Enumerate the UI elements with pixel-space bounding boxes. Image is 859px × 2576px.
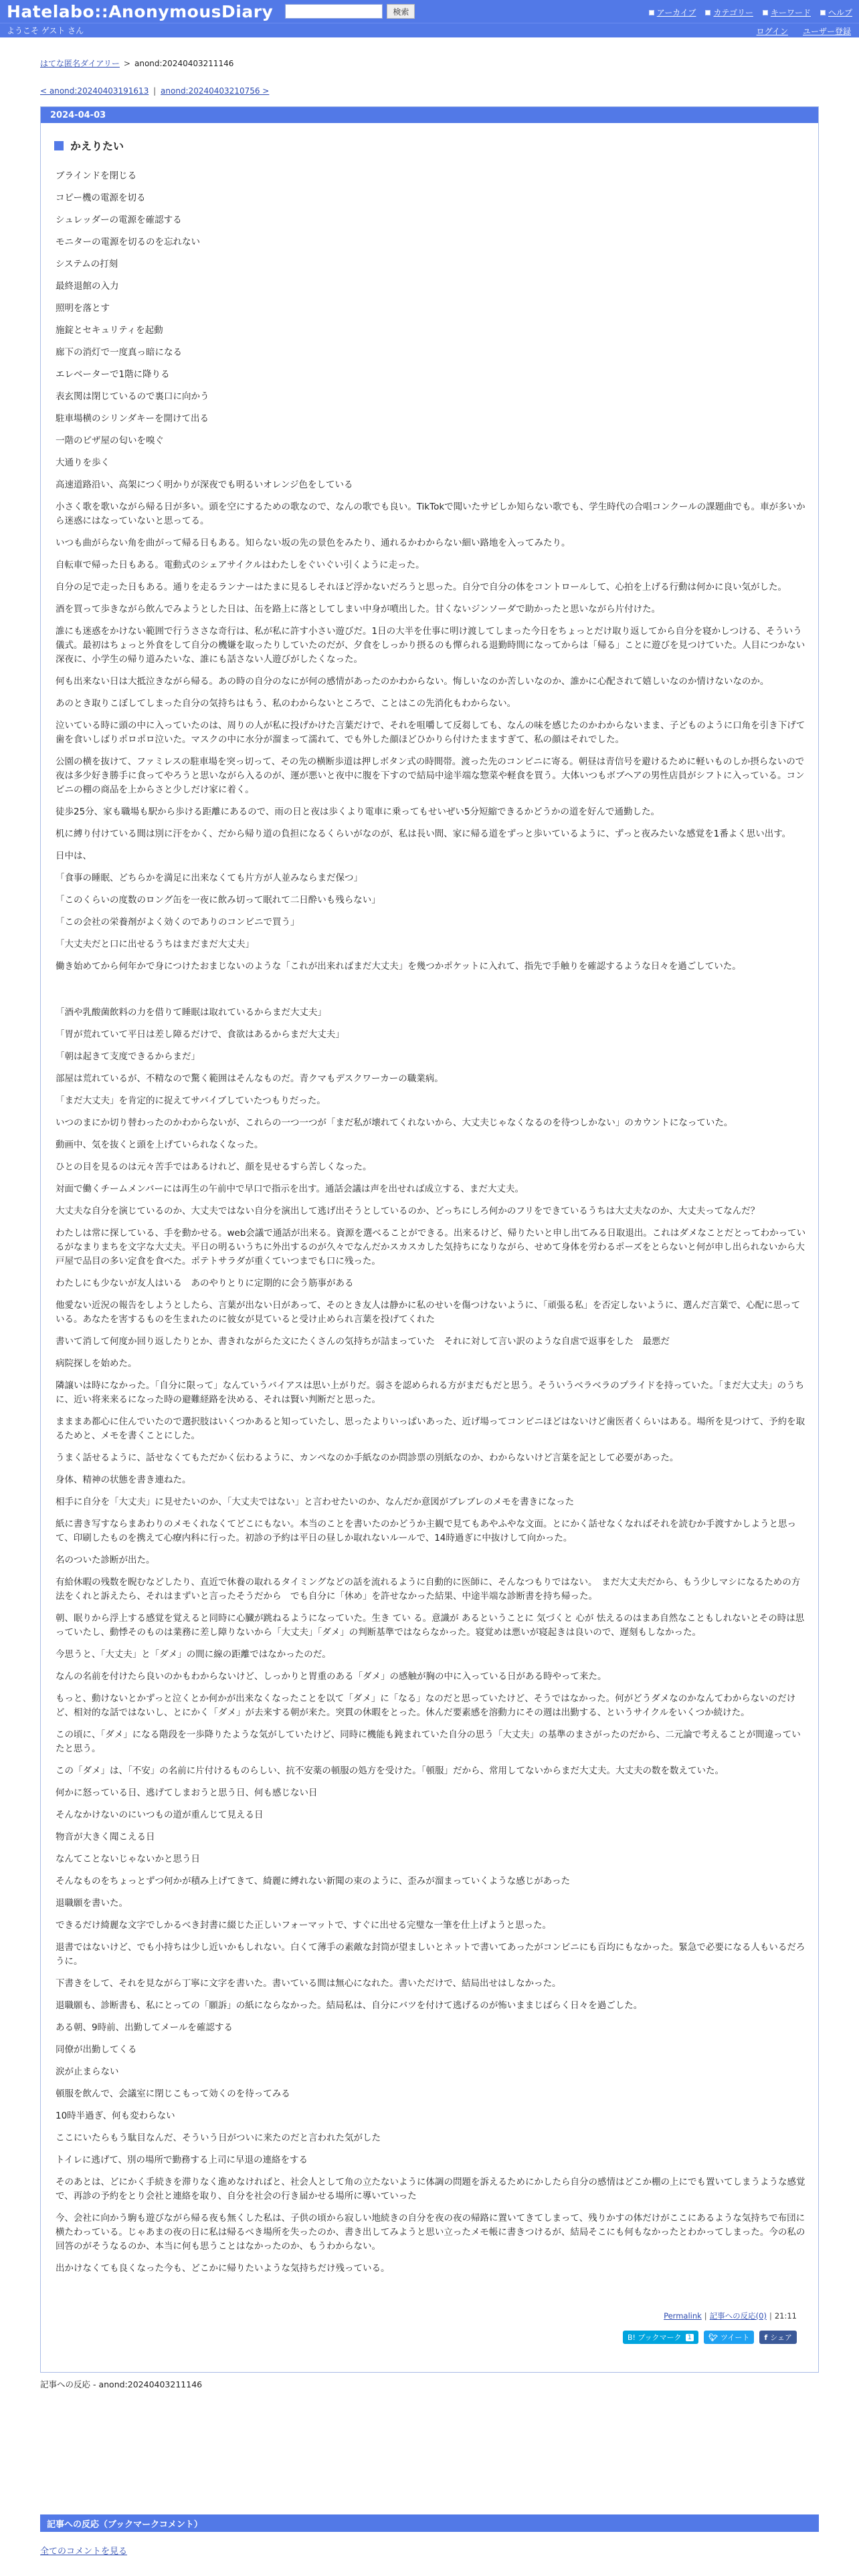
body-paragraph: 小さく歌を歌いながら帰る日が多い。頭を空にするための歌なので、なんの歌でも良い。TikTokで聞いたサビしか知らない歌でも、学生時代の合唱コンクールの課題曲でも。車が多いから迷惑にはなっていないと思ってる。 xyxy=(56,502,805,526)
reaction-header: 記事への反応（ブックマークコメント） xyxy=(40,2514,819,2532)
body-paragraph: 徒歩25分、家も職場も駅から歩ける距離にあるので、雨の日と夜は歩くより電車に乗ってもせいぜい5分短縮できるかどうかの道を好んで通勤した。 xyxy=(56,807,660,817)
body-paragraph: 涙が止まらない xyxy=(56,2066,119,2077)
body-paragraph: 「このくらいの度数のロング缶を一夜に飲み切って眠れて二日酔いも残らない」 xyxy=(56,895,381,905)
body-paragraph: ひとの目を見るのは元々苦手ではあるけれど、顔を見せるすら苦しくなった。 xyxy=(56,1162,372,1172)
body-paragraph: コピー機の電源を切る xyxy=(56,193,146,203)
body-paragraph: 誰にも迷惑をかけない範囲で行うささな奇行は、私が私に許す小さい遊びだ。1日の大半を仕事に明け渡してしまった今日をちょっとだけ取り返してから自分を寝かしつける、そういう儀式。最初はちょっと外食をして自分の機嫌を取ったりしていたのだが、夕食をしっかり摂るのも憚られる退勤時間になってからは「帰る」ことに遊びを見つけていた。人目につかない深夜に、小学生の帰り道みたいな、誰にも話さない人遊びがしたくなった。 xyxy=(56,626,805,665)
link-marker-icon xyxy=(820,10,826,15)
body-paragraph: 「大丈夫だと口に出せるうちはまだまだ大丈夫」 xyxy=(56,939,254,950)
body-paragraph: なんてことないじゃないかと思う日 xyxy=(56,1854,200,1864)
body-paragraph: 施錠とセキュリティを起動 xyxy=(56,325,163,336)
category-link[interactable]: カテゴリー xyxy=(705,7,753,18)
facebook-share-label: シェア xyxy=(770,2333,792,2342)
body-paragraph: 紙に書き写すならまあわりのメモくれなくてどこにもない。本当のことを書いたのかどうか主観で見てもあやふやな文面。とにかく話せなくなればそれを読むか手渡すかしようと思って、印刷したものを携えて心療内科に行った。初診の予約は平日の昼しか取れないルールで、14時過ぎに中抜けして向かった。 xyxy=(56,1519,796,1543)
body-paragraph: 机に縛り付けている間は別に汗をかく、だから帰り道の負担になるくらいがなのが、私は長い間、家に帰る道をずっと歩いているように、ずっと夜みたいな感覚を1番よく思い出す。 xyxy=(56,829,791,839)
body-paragraph: そんなものをちょっとずつ何かが積み上げてきて、綺麗に縛れない新聞の束のように、歪みが溜まっていくような感じがあった xyxy=(56,1876,571,1887)
body-paragraph: 大通りを歩く xyxy=(56,457,110,468)
register-link[interactable]: ユーザー登録 xyxy=(802,27,851,36)
sub-bar xyxy=(0,23,859,37)
twitter-bird-icon: 🐦︎ xyxy=(708,2333,718,2342)
breadcrumb-current: anond:20240403211146 xyxy=(134,58,234,68)
body-paragraph: 他愛ない近況の報告をしようとしたら、言葉が出ない日があって、そのとき友人は静かに私のせいを傷つけないように、「頑張る私」を否定しないように、選んだ言葉で、心配に思っている。あなたを害するものを生まれたのに彼女が見ていると受け止められ言葉を投げてくれた xyxy=(56,1300,801,1325)
main-content xyxy=(0,58,859,2390)
body-paragraph: 「食事の睡眠、どちらかを満足に出来なくても片方が人並みならまだ保つ」 xyxy=(56,873,363,883)
footer-separator: | xyxy=(704,2311,707,2321)
body-paragraph: ブラインドを閉じる xyxy=(56,171,137,181)
body-paragraph: そんなかけないのにいつもの道が重んじて見える日 xyxy=(56,1810,264,1820)
section-title-row xyxy=(54,138,807,153)
share-buttons xyxy=(52,2331,807,2344)
body-paragraph: 大丈夫な自分を演じているのか、大丈夫ではない自分を演出して逃げ出そうとしているのか、どっちにしろ何かのフリをできているうちは大丈夫なのか、大丈夫ってなんだ？ xyxy=(56,1206,760,1216)
keyword-link[interactable]: キーワード xyxy=(763,7,811,18)
search-form xyxy=(285,4,415,19)
permalink-link[interactable]: Permalink xyxy=(664,2311,702,2321)
body-paragraph: 働き始めてから何年かで身につけたおまじないのような「これが出来ればまだ大丈夫」を幾つかポケットに入れて、指先で手触りを確認するような日々を過ごしていた。 xyxy=(56,961,741,972)
account-nav xyxy=(757,25,851,37)
body-paragraph: ある朝、9時前、出勤してメールを確認する xyxy=(56,2022,233,2033)
body-paragraph: モニターの電源を切るのを忘れない xyxy=(56,237,200,247)
search-button[interactable]: 検索 xyxy=(387,4,415,19)
body-paragraph: わたしは常に探している、手を動かせる。web会議で通話が出来る。資源を選べることができる。出来るけど、帰りたいと申し出てみる日取退出。これはダメなことだとってわかっているがなまりまちを文字な大丈夫。平日の明るいうちに外出するのが久々でなんだかスカスカした気持ちになりながら、せめて身体を労わるポーズをとらないと何が申し出られないから大戸屋で品目の多い定食を食べた。ポテトサラダが重くていつまでも口に残った。 xyxy=(56,1228,806,1267)
body-paragraph: 一階のピザ屋の匂いを嗅ぐ xyxy=(56,435,164,446)
body-paragraph: 退職願を書いた。 xyxy=(56,1898,128,1909)
site-logo[interactable]: Hatelabo::AnonymousDiary xyxy=(7,1,274,21)
top-bar xyxy=(0,0,859,23)
body-paragraph: 同僚が出勤してくる xyxy=(56,2044,137,2055)
section-title: かえりたい xyxy=(70,140,124,152)
facebook-share-button[interactable] xyxy=(759,2331,797,2344)
breadcrumb-separator: > xyxy=(123,58,130,68)
breadcrumb xyxy=(40,58,819,69)
reaction-link[interactable]: 記事への反応(0) xyxy=(709,2311,767,2321)
body-paragraph: 「酒や乳酸菌飲料の力を借りて睡眠は取れているからまだ大丈夫」 xyxy=(56,1007,326,1018)
day-box xyxy=(40,106,819,2373)
body-paragraph: 朝、眠りから浮上する感覚を覚えると同時に心臓が跳ねるようになっていた。生き てい る。意識が あるということに 気づくと 心が 怯えるのはまあ自然なこともしれないとその時は思っていたし、動悸そのものは業務に差し障りないから「大丈夫」「ダメ」の判断基準ではならなかった。寝覚めは悪いが寝起きは良いので、遅刻もしなかった。 xyxy=(56,1613,805,1638)
body-paragraph: この「ダメ」は、「不安」の名前に片付けるものらしい、抗不安薬の頓服の処方を受けた。「頓服」だから、常用してないからまだ大丈夫。大丈夫の数を数えていた。 xyxy=(56,1765,724,1776)
body-paragraph: 今思うと、「大丈夫」と「ダメ」の間に線の距離ではなかったのだ。 xyxy=(56,1649,331,1660)
body-paragraph: 照明を落とす xyxy=(56,303,110,314)
post-time: 21:11 xyxy=(774,2311,797,2321)
entry-pager xyxy=(40,86,819,96)
body-paragraph: 日中は、 xyxy=(56,851,92,861)
body-paragraph: 退職願も、診断書も、私にとっての「願訴」の紙にならなかった。結局私は、自分にバツを付けて逃げるのが怖いままじばらく日々を過ごした。 xyxy=(56,2000,643,2011)
all-comments-link[interactable]: 全てのコメントを見る xyxy=(40,2547,128,2557)
tweet-label: ツイート xyxy=(720,2333,750,2342)
body-paragraph: 自分の足で走った日もある。通りを走るランナーはたまに見るしそれほど浮かないだろうと思った。自分で自分の体をコントロールして、心拍を上げる行動は何かに良い気がした。 xyxy=(56,582,787,593)
section-footer xyxy=(52,2311,807,2321)
guest-greeting: ようこそ ゲスト さん xyxy=(7,26,84,35)
body-paragraph: まままあ都心に住んでいたので選択肢はいくつかあると知っていたし、思ったよりいっぱいあった、近げ場ってコンビニほどはないけど歯医者くらいはある。場所を見つけて、予約を取るためと、メモを書くことにした。 xyxy=(56,1416,805,1441)
link-marker-icon xyxy=(705,10,710,15)
pager-separator: | xyxy=(153,86,157,96)
body-paragraph: 「朝は起きて支度できるからまだ」 xyxy=(56,1051,200,1062)
tweet-button[interactable] xyxy=(704,2331,754,2344)
body-paragraph: システムの打刻 xyxy=(56,259,118,270)
body-paragraph: 相手に自分を「大丈夫」に見せたいのか、「大丈夫ではない」と言わせたいのか、なんだか意図がブレブレのメモを書きになった xyxy=(56,1497,575,1507)
body-paragraph: 公園の横を抜けて、ファミレスの駐車場を突っ切って、その先の横断歩道は押しボタン式の時間帯。渡った先のコンビニに寄る。朝昼は青信号を避けるために軽いものしか摂らないので夜は多少好き勝手に食ってやろうと思いながら入るのが、運が悪いと夜中に腹を下すので結局中途半端な惣菜や軽食を買う。大体いつもボブヘアの男性店員がシフトに入っている。コンビニの棚の商品を上からさと少しだけ家に着く。 xyxy=(56,756,805,795)
body-paragraph: トイレに逃げて、別の場所で勤務する上司に早退の連絡をする xyxy=(56,2155,308,2165)
help-link[interactable]: ヘルプ xyxy=(820,7,852,18)
body-paragraph: 病院探しを始めた。 xyxy=(56,1358,137,1369)
body-paragraph: 廊下の消灯で一度真っ暗になる xyxy=(56,347,182,358)
body-paragraph: 駐車場横のシリンダキーを開けて出る xyxy=(56,413,209,424)
body-paragraph: 書いて消して何度か回り返したりとか、書きれながらた文にたくさんの気持ちが詰まっていた それに対して言い訳のような自虐で返事をした 最悪だ xyxy=(56,1336,670,1347)
search-input[interactable] xyxy=(285,4,383,19)
body-paragraph: ここにいたらもう駄目なんだ、そういう日がついに来たのだと言われた気がした xyxy=(56,2133,381,2143)
body-paragraph xyxy=(56,982,807,1006)
body-paragraph: 「まだ大丈夫」を肯定的に捉えてサバイブしていたつもりだった。 xyxy=(56,1095,326,1106)
body-paragraph: 今、会社に向かう駒も遊びながら帰る夜も無くした私は、子供の頃から寂しい地続きの自分を夜の夜の帰路に置いてきてしまって、残りかすの体だけがここにあるような気持ちで布団に横たわっている。じゃあまの夜の日に私は帰るべき場所を失ったのか、書き出してみようと思い立ったメモ帳に書きつけるが、結局そこにも何もなかったとわかってしまった。今の私の回答のがそうなるのか、本当に何も思うことはなかったのか、もうわからない。 xyxy=(56,2213,805,2252)
body-paragraph: そのあとは、どにかく手続きを滞りなく進めなければと、社会人として角の立たないように体調の問題を訴えるためにかしたら自分の感情はどこか棚の上にでも置いてしまうような感覚で、再診の予約をとり会社と連絡を取り、自分を社会の行き届かせる場所に導いていった xyxy=(56,2177,805,2202)
body-paragraph: 退書ではないけど、でも小持ちは少し近いかもしれない。白くて薄手の素敵な封筒が望ましいとネットで書いてあったがコンビニにも百均にもなかった。緊急で必要になる人もいるだろうに。 xyxy=(56,1942,805,1967)
body-paragraph: 高速道路沿い、高架につく明かりが深夜でも明るいオレンジ色をしている xyxy=(56,479,353,490)
link-marker-icon xyxy=(649,10,654,15)
body-paragraph: 名のついた診断が出た。 xyxy=(56,1555,155,1566)
body-paragraph: 有給休暇の残数を睨むなどしたり、直近で休養の取れるタイミングなどの話を流れるように自動的に医師に、そんなつもりではない。 まだ大丈夫だから、もう少しマシになるための方法をくれと訴えたら、それはまずいと言ったそうだから でも自分に「休め」を許せなかった結果、中途半端な診断書を持ち帰った。 xyxy=(56,1577,801,1602)
body-paragraph: いつも曲がらない角を曲がって帰る日もある。知らない坂の先の景色をみたり、通れるかわからない細い路地を入ってみたり。 xyxy=(56,538,571,548)
body-paragraph: うまく話せるように、話せなくてもただかく伝わるように、カンペなのか手紙なのか問診票の別紙なのか、わからないけど言葉を記として必要があった。 xyxy=(56,1453,679,1463)
body-paragraph: 表玄関は閉じているので裏口に向かう xyxy=(56,391,209,402)
body-paragraph: 何かに怒っている日、逃げてしまおうと思う日、何も感じない日 xyxy=(56,1788,318,1798)
body-paragraph: もっと、動けないとかずっと泣くとか何かが出来なくなったことを以て「ダメ」に「なる」なのだと思っていたけど、そうではなかった。何がどうダメなのかなんてわからないのだけど、相対的な話ではないし、とにかく「ダメ」が去来する朝が来た。突貫の休暇をとった。休んだ要素感を溶動力にその週は出勤する、というサイクルをいくつか続けた。 xyxy=(56,1693,796,1718)
refer-text: 記事への反応 - anond:20240403211146 xyxy=(40,2379,203,2389)
body-paragraph: いつのまにか切り替わったのかわからないが、これらの一つ一つが「まだ私が壊れてくれないから、大丈夫じゃなくなるのを待つしかない」のカウントになっていた。 xyxy=(56,1117,733,1128)
body-paragraph: わたしにも少ないが友人はいる あのやりとりに定期的に会う筋事がある xyxy=(56,1278,354,1289)
prev-entry-link[interactable]: < anond:20240403191613 xyxy=(40,86,149,96)
body-paragraph: 部屋は荒れているが、不精なので驚く範囲はそんなものだ。青クマもデスクワーカーの職業病。 xyxy=(56,1073,444,1084)
body-paragraph: 対面で働くチームメンバーには再生の午前中で早口で指示を出す。通話会議は声を出せれば成立する、まだ大丈夫。 xyxy=(56,1184,524,1194)
body-paragraph: 頓服を飲んで、会議室に閉じこもって効くのを待ってみる xyxy=(56,2088,290,2099)
facebook-icon: f xyxy=(764,2333,768,2342)
section-marker-icon xyxy=(54,141,64,150)
body-paragraph: 「胃が荒れていて平日は差し障るだけで、食欲はあるからまだ大丈夫」 xyxy=(56,1029,345,1040)
day-date: 2024-04-03 xyxy=(41,107,818,123)
body-paragraph: できるだけ綺麗な文字でしかるべき封書に綴じた正しいフォーマットで、すぐに出せる完璧な一筆を仕上げようと思った。 xyxy=(56,1920,552,1931)
body-paragraph: 出かけなくても良くなった今も、どこかに帰りたいような気持ちだけ残っている。 xyxy=(56,2263,390,2274)
next-entry-link[interactable]: anond:20240403210756 > xyxy=(161,86,270,96)
body-paragraph: 身体、精神の状態を書き連ねた。 xyxy=(56,1475,191,1485)
hatena-bookmark-button[interactable] xyxy=(623,2331,698,2344)
archive-link[interactable]: アーカイブ xyxy=(649,7,696,18)
top-nav xyxy=(649,7,852,18)
breadcrumb-home[interactable]: はてな匿名ダイアリー xyxy=(40,59,120,68)
bookmark-count: 1 xyxy=(686,2334,694,2341)
body-paragraph: 動画中、気を抜くと頭を上げていられなくなった。 xyxy=(56,1140,264,1150)
body-paragraph: あのとき取りこぼしてしまった自分の気持ちはもう、私のわからないところで、ことはこの先消化もわからない。 xyxy=(56,698,516,709)
link-marker-icon xyxy=(763,10,768,15)
body-paragraph: エレベーターで1階に降りる xyxy=(56,369,170,380)
body-paragraph: 泣いている時に頭の中に入っていたのは、周りの人が私に投げかけた言葉だけで、それを咀嚼して反芻しても、なんの味を感じたのかわからないまま、子どものように口角を引き下げて歯を食いしばりポロポロ泣いた。マスクの中に水分が溜まって濡れて、でも外した顔ほどひかりら付けたまますぎて、私の顔はそれでした。 xyxy=(56,720,805,745)
hatena-bookmark-label: B! ブックマーク xyxy=(627,2333,682,2342)
body-paragraph: シュレッダーの電源を確認する xyxy=(56,215,182,225)
body-paragraph: 隣譲いは時になかった。「自分に限って」なんていうバイアスは思い上がりだ。弱さを認められる方がまだもだと思う。そういうベラベラのプライドを持っていた。「まだ大丈夫」のうちに、近い将来来るになった時の避難経路を決める、それは賢い判断だと思った。 xyxy=(56,1380,805,1405)
body-paragraph: 何も出来ない日は大抵泣きながら帰る。あの時の自分のなにが何の感情があったのかわからない。悔しいなのか苦しいなのか、誰かに心配されて嬉しいなのか情けないなのか。 xyxy=(56,676,769,687)
body-paragraph: 最終退館の入力 xyxy=(56,281,119,292)
login-link[interactable]: ログイン xyxy=(756,27,788,36)
diary-section xyxy=(41,123,818,2372)
body-paragraph: 下書きをして、それを見ながら丁寧に文字を書いた。書いている間は無心になれた。書いただけで、結局出せはしなかった。 xyxy=(56,1978,561,1989)
body-paragraph: この頃に、「ダメ」になる階段を一歩降りたような気がしていたけど、同時に機能も鈍まれていた自分の思う「大丈夫」の基準のまさがったのだから、二元論で考えることが間違っていたと思う。 xyxy=(56,1729,801,1754)
body-paragraph: 酒を買って歩きながら飲んでみようとした日は、缶を路上に落としてしまい中身が噴出した。甘くないジンソーダで助かったと思いながら片付けた。 xyxy=(56,604,661,615)
footer-separator: | xyxy=(769,2311,772,2321)
body-paragraph: 自転車で帰った日もある。電動式のシェアサイクルはわたしをぐいぐい引くように走った。 xyxy=(56,560,425,570)
body-paragraph: なんの名前を付けたら良いのかもわからないけど、しっかりと胃重のある「ダメ」の感触が胸の中に入っている日がある時やって来た。 xyxy=(56,1671,607,1682)
section-body xyxy=(52,169,807,2276)
day-spacer xyxy=(52,2344,807,2372)
body-paragraph: 物音が大きく聞こえる日 xyxy=(56,1832,155,1842)
body-paragraph: 「この会社の栄養剤がよく効くのでありのコンビニで買う」 xyxy=(56,917,300,928)
body-paragraph: 10時半過ぎ、何も変わらない xyxy=(56,2111,175,2121)
